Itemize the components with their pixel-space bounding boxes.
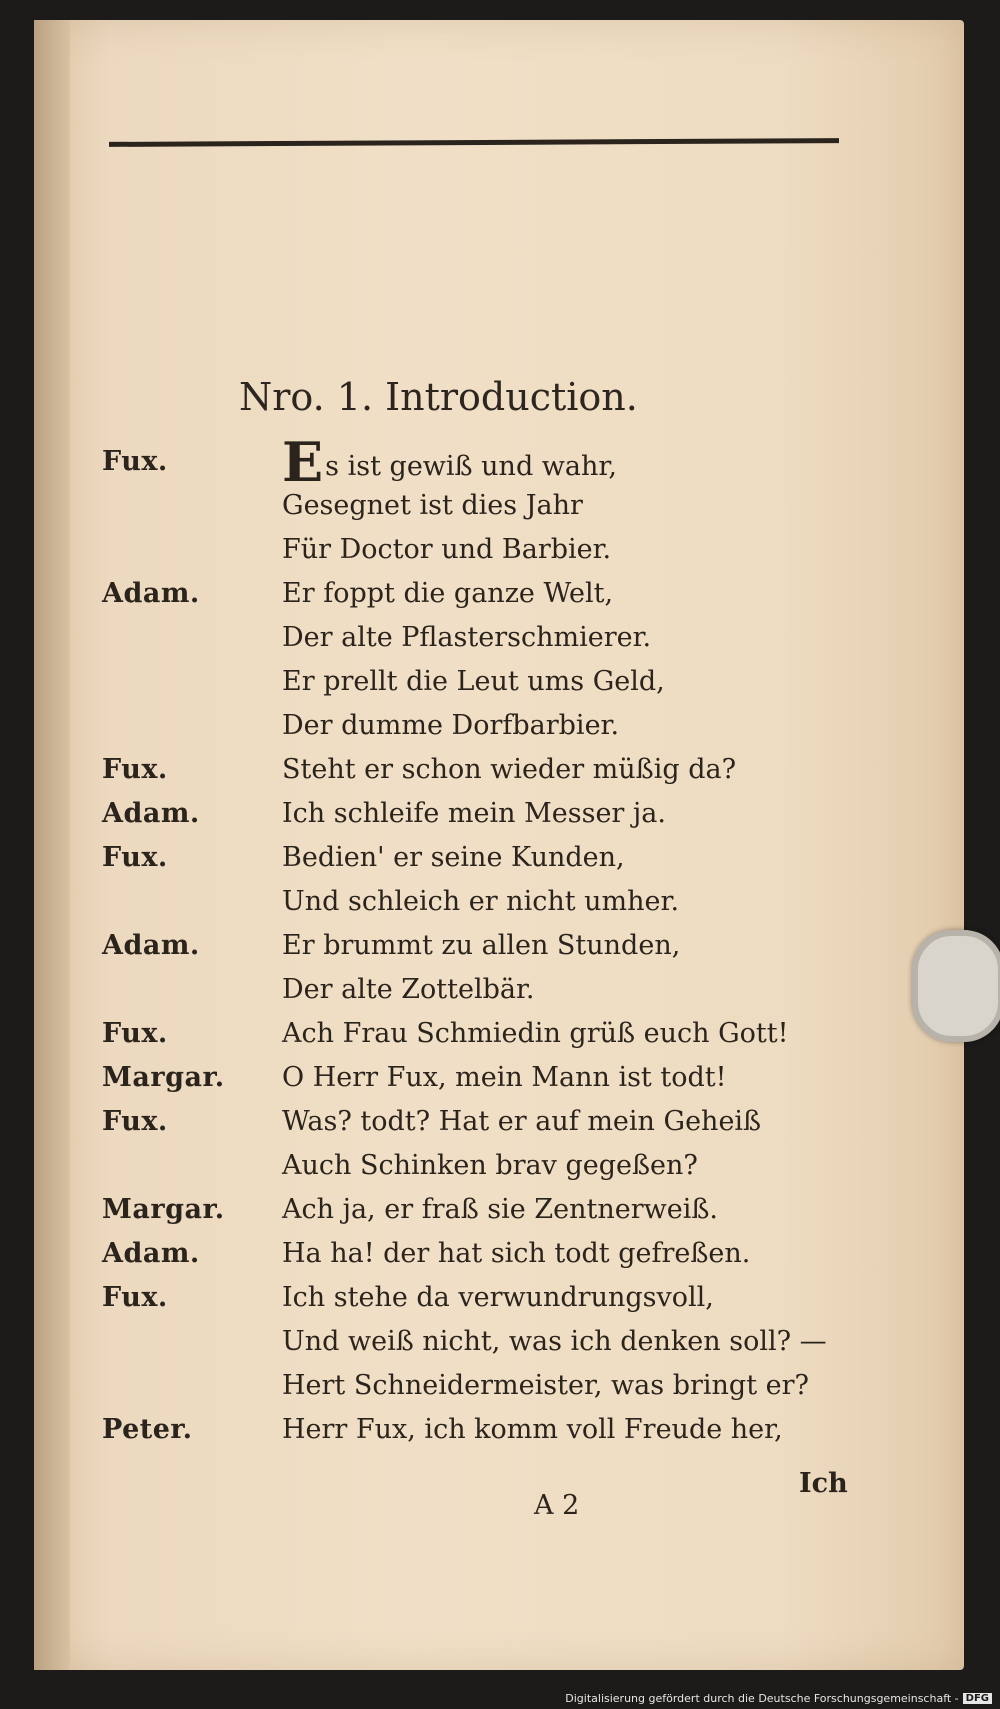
speaker-name: Fux. bbox=[102, 1282, 168, 1313]
verse-words: Ach ja, er fraß sie Zentnerweiß. bbox=[282, 1194, 718, 1225]
dialogue-line bbox=[102, 572, 922, 616]
dialogue-line bbox=[102, 968, 922, 1012]
header-rule bbox=[109, 138, 839, 147]
speaker-name: Adam. bbox=[102, 1238, 200, 1269]
verse-text bbox=[282, 1012, 788, 1056]
footer-credit bbox=[565, 1692, 992, 1705]
verse-text bbox=[282, 616, 651, 660]
dialogue-line bbox=[102, 1100, 922, 1144]
verse-words: Was? todt? Hat er auf mein Geheiß bbox=[282, 1106, 762, 1137]
dialogue-line bbox=[102, 616, 922, 660]
verse-words: Für Doctor und Barbier. bbox=[282, 534, 612, 565]
verse-text bbox=[282, 836, 625, 880]
verse-words: Der alte Pflasterschmierer. bbox=[282, 622, 652, 653]
page-clip-icon bbox=[912, 930, 1000, 1042]
speaker-name: Fux. bbox=[102, 1018, 168, 1049]
verse-text bbox=[282, 880, 679, 924]
dialogue-line bbox=[102, 880, 922, 924]
speaker-name: Peter. bbox=[102, 1414, 193, 1445]
book-page bbox=[34, 20, 964, 1670]
verse-text bbox=[282, 924, 680, 968]
verse-text bbox=[282, 572, 613, 616]
verse-words: Ich stehe da verwundrungsvoll, bbox=[282, 1282, 714, 1313]
speaker-name: Adam. bbox=[102, 578, 200, 609]
dialogue-line bbox=[102, 1188, 922, 1232]
page-gutter bbox=[34, 20, 70, 1670]
verse-words: Gesegnet ist dies Jahr bbox=[282, 490, 583, 521]
dialogue-block bbox=[102, 430, 922, 1452]
verse-text bbox=[282, 748, 736, 792]
verse-words: Er prellt die Leut ums Geld, bbox=[282, 666, 665, 697]
dialogue-line bbox=[102, 1012, 922, 1056]
verse-words: s ist gewiß und wahr, bbox=[325, 451, 617, 482]
dialogue-line bbox=[102, 792, 922, 836]
verse-text bbox=[282, 484, 583, 528]
verse-text bbox=[282, 1232, 750, 1276]
verse-words: Auch Schinken brav gegeßen? bbox=[282, 1150, 698, 1181]
verse-words: Und schleich er nicht umher. bbox=[282, 886, 680, 917]
verse-text bbox=[282, 1056, 726, 1100]
verse-words: Er brummt zu allen Stunden, bbox=[282, 930, 681, 961]
verse-text bbox=[282, 1276, 714, 1320]
verse-text bbox=[282, 1364, 809, 1408]
verse-text bbox=[282, 704, 619, 748]
speaker-name: Fux. bbox=[102, 754, 168, 785]
verse-words: Der dumme Dorfbarbier. bbox=[282, 710, 620, 741]
speaker-name: Margar. bbox=[102, 1194, 225, 1225]
verse-words: Und weiß nicht, was ich denken soll? — bbox=[282, 1326, 827, 1357]
verse-words: O Herr Fux, mein Mann ist todt! bbox=[282, 1062, 727, 1093]
verse-words: Hert Schneidermeister, was bringt er? bbox=[282, 1370, 809, 1401]
dialogue-line bbox=[102, 1276, 922, 1320]
speaker-name: Adam. bbox=[102, 930, 200, 961]
footer-text: Digitalisierung gefördert durch die Deutsche Forschungsgemeinschaft - bbox=[565, 1692, 959, 1705]
catchword: Ich bbox=[799, 1468, 848, 1499]
dialogue-line bbox=[102, 748, 922, 792]
dialogue-line bbox=[102, 1144, 922, 1188]
verse-words: Bedien' er seine Kunden, bbox=[282, 842, 625, 873]
verse-text bbox=[282, 1100, 761, 1144]
verse-text bbox=[282, 660, 665, 704]
verse-text bbox=[282, 430, 617, 494]
dialogue-line bbox=[102, 660, 922, 704]
drop-cap: E bbox=[282, 430, 324, 494]
dialogue-line bbox=[102, 430, 922, 494]
dialogue-line bbox=[102, 1232, 922, 1276]
speaker-name: Margar. bbox=[102, 1062, 225, 1093]
verse-words: Der alte Zottelbär. bbox=[282, 974, 535, 1005]
verse-text bbox=[282, 1408, 783, 1452]
section-heading: Nro. 1. Introduction. bbox=[239, 375, 638, 419]
dialogue-line bbox=[102, 528, 922, 572]
verse-words: Steht er schon wieder müßig da? bbox=[282, 754, 737, 785]
speaker-name: Fux. bbox=[102, 446, 168, 477]
verse-words: Ach Frau Schmiedin grüß euch Gott! bbox=[282, 1018, 789, 1049]
dialogue-line bbox=[102, 1408, 922, 1452]
dialogue-line bbox=[102, 924, 922, 968]
verse-words: Ich schleife mein Messer ja. bbox=[282, 798, 666, 829]
dialogue-line bbox=[102, 484, 922, 528]
verse-text bbox=[282, 1144, 698, 1188]
verse-text bbox=[282, 528, 611, 572]
verse-words: Ha ha! der hat sich todt gefreßen. bbox=[282, 1238, 751, 1269]
dialogue-line bbox=[102, 836, 922, 880]
speaker-name: Fux. bbox=[102, 1106, 168, 1137]
dialogue-line bbox=[102, 1056, 922, 1100]
speaker-name: Fux. bbox=[102, 842, 168, 873]
verse-text bbox=[282, 1320, 827, 1364]
dialogue-line bbox=[102, 1364, 922, 1408]
dialogue-line bbox=[102, 1320, 922, 1364]
speaker-name: Adam. bbox=[102, 798, 200, 829]
dialogue-line bbox=[102, 704, 922, 748]
dfg-logo-icon: DFG bbox=[963, 1693, 992, 1704]
verse-text bbox=[282, 792, 666, 836]
signature-mark: A 2 bbox=[534, 1490, 580, 1521]
verse-text bbox=[282, 1188, 718, 1232]
verse-text bbox=[282, 968, 535, 1012]
verse-words: Herr Fux, ich komm voll Freude her, bbox=[282, 1414, 783, 1445]
verse-words: Er foppt die ganze Welt, bbox=[282, 578, 614, 609]
